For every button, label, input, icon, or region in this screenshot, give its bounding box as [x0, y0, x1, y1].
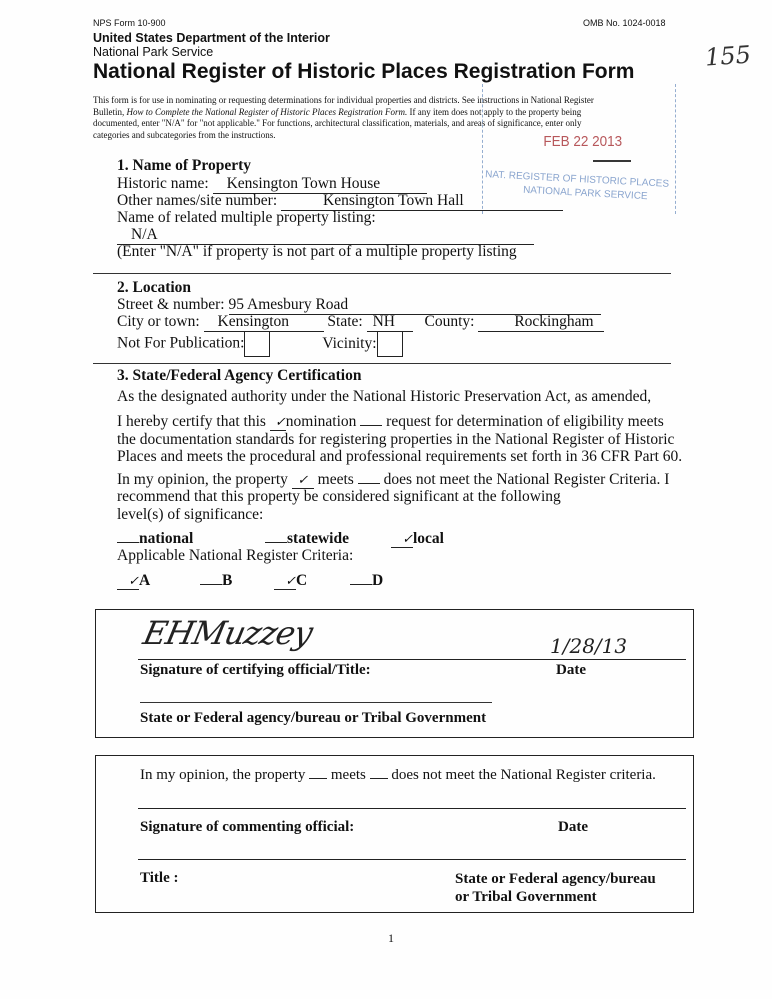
vicinity-checkbox[interactable]: [377, 331, 403, 357]
level-national-label: national: [139, 530, 194, 547]
criterion-a-check[interactable]: ✓: [117, 574, 139, 590]
request-check[interactable]: [360, 425, 382, 426]
statewide-check[interactable]: [265, 542, 287, 543]
handwritten-number: 155: [704, 40, 752, 72]
comment-signature-label: Signature of commenting official:: [140, 819, 355, 835]
level-local-label: local: [413, 530, 444, 547]
local-check[interactable]: ✓: [391, 532, 413, 548]
related-listing-field[interactable]: N/A: [117, 226, 534, 245]
instructions-line: documented, enter "N/A" for "not applicable." For functions, architectural classification, materials, and areas of significance, enter only: [93, 118, 582, 128]
opinion-text-c: does not meet the National Register Criteria. I: [383, 471, 670, 488]
criterion-c[interactable]: [274, 572, 307, 590]
page-number: 1: [388, 931, 394, 945]
criterion-a[interactable]: [117, 572, 150, 590]
criterion-a-label: A: [139, 572, 151, 589]
comment-meets-check[interactable]: [309, 778, 327, 779]
comment-agency-label: [455, 870, 656, 906]
level-statewide[interactable]: [265, 530, 349, 548]
stamp-date: FEB 22 2013: [543, 133, 623, 150]
national-check[interactable]: [117, 542, 139, 543]
criteria-label: Applicable National Register Criteria:: [117, 547, 354, 564]
comment-title-label: Title :: [140, 870, 179, 886]
comment-does-not-meet-check[interactable]: [370, 778, 388, 779]
criterion-d-label: D: [372, 572, 384, 589]
certify-line-3: Places and meets the procedural and professional requirements set forth in 36 CFR Part 60.: [117, 448, 683, 465]
meets-check[interactable]: ✓: [292, 473, 314, 489]
section-2-heading: 2. Location: [117, 279, 192, 296]
stamp-underline: [593, 160, 631, 162]
city-label: City or town:: [117, 313, 200, 330]
criterion-c-label: C: [296, 572, 308, 589]
street-label: Street & number:: [117, 296, 225, 313]
criterion-d-check[interactable]: [350, 584, 372, 585]
related-listing-note: (Enter "N/A" if property is not part of a multiple property listing: [117, 243, 517, 260]
opinion-row: [117, 471, 669, 489]
date-label: Date: [556, 662, 586, 678]
related-listing-label: Name of related multiple property listing:: [117, 209, 376, 226]
city-row: [117, 313, 604, 332]
certify-text-b: nomination: [285, 413, 357, 430]
instructions-text-a: Bulletin,: [93, 106, 127, 117]
comment-opinion-text-c: does not meet the National Register criteria.: [391, 767, 656, 783]
level-national[interactable]: [117, 530, 193, 548]
instructions-text-b: If any item does not apply to the property being: [407, 106, 582, 117]
instructions-line: This form is for use in nominating or requesting determinations for individual properties and districts. See instructions in National Register: [93, 95, 594, 105]
department-name: United States Department of the Interior: [93, 31, 330, 45]
criterion-b-check[interactable]: [200, 584, 222, 585]
form-number: NPS Form 10-900: [93, 18, 166, 28]
does-not-meet-check[interactable]: [358, 483, 380, 484]
street-field[interactable]: 95 Amesbury Road: [229, 296, 601, 315]
publication-row: [117, 331, 403, 357]
comment-signature-line: [138, 808, 686, 809]
opinion-text-b: meets: [317, 471, 354, 488]
section-divider: [93, 273, 671, 274]
page-title: National Register of Historic Places Registration Form: [93, 60, 635, 83]
commenting-official-box: [95, 755, 694, 913]
signature-label: Signature of certifying official/Title:: [140, 662, 371, 678]
section-1-heading: 1. Name of Property: [117, 157, 252, 174]
historic-name-label: Historic name:: [117, 175, 209, 192]
instructions-bulletin-title: How to Complete the National Register of Historic Places Registration Form.: [126, 106, 408, 117]
opinion-line-2: recommend that this property be considered significant at the following: [117, 488, 561, 505]
historic-name-field[interactable]: Kensington Town House: [213, 175, 427, 194]
service-name: National Park Service: [93, 45, 214, 59]
criterion-b-label: B: [222, 572, 233, 589]
section-3-heading: 3. State/Federal Agency Certification: [117, 367, 362, 384]
vicinity-label: Vicinity:: [322, 334, 377, 352]
city-field[interactable]: Kensington: [204, 313, 324, 332]
criterion-d[interactable]: [350, 572, 383, 590]
certify-text-c: request for determination of eligibility meets: [386, 413, 664, 430]
state-field[interactable]: NH: [367, 313, 413, 332]
level-local[interactable]: [391, 530, 444, 548]
nomination-check[interactable]: ✓: [270, 415, 286, 431]
level-statewide-label: statewide: [287, 530, 349, 547]
agency-line: [140, 702, 492, 703]
comment-opinion-text-b: meets: [330, 767, 366, 783]
signature-line: [138, 659, 686, 660]
certify-text-a: I hereby certify that this: [117, 413, 266, 430]
opinion-line-3: level(s) of significance:: [117, 506, 264, 523]
comment-title-line: [138, 859, 686, 860]
stamp-text: NATIONAL PARK SERVICE: [522, 184, 648, 203]
not-for-publication-checkbox[interactable]: [244, 331, 270, 357]
opinion-text-a: In my opinion, the property: [117, 471, 288, 488]
authority-text: As the designated authority under the National Historic Preservation Act, as amended,: [117, 388, 652, 405]
state-label: State:: [327, 313, 363, 330]
not-for-publication-label: Not For Publication:: [117, 334, 245, 352]
comment-date-label: Date: [558, 819, 588, 835]
stamp-text: NAT. REGISTER OF HISTORIC PLACES: [484, 169, 670, 190]
certifying-date-value: 1/28/13: [550, 634, 628, 658]
comment-agency-line-2: or Tribal Government: [455, 889, 597, 905]
other-names-label: Other names/site number:: [117, 192, 278, 209]
instructions-line: categories and subcategories from the instructions.: [93, 129, 276, 140]
section-divider: [93, 363, 671, 364]
comment-agency-line-1: State or Federal agency/bureau: [455, 871, 656, 887]
county-field[interactable]: Rockingham: [478, 313, 604, 332]
certifying-official-box: [95, 609, 694, 738]
criterion-c-check[interactable]: ✓: [274, 574, 296, 590]
criterion-b[interactable]: [200, 572, 232, 590]
omb-number: OMB No. 1024-0018: [583, 18, 666, 28]
certify-row: [117, 413, 664, 431]
county-label: County:: [424, 313, 475, 330]
certify-line-2: the documentation standards for registering properties in the National Register of Historic: [117, 431, 675, 448]
comment-opinion-row: [140, 767, 656, 784]
other-names-field[interactable]: Kensington Town Hall: [281, 192, 563, 211]
agency-label: State or Federal agency/bureau or Tribal Government: [140, 710, 487, 726]
certifying-signature: EHMuzzey: [139, 614, 316, 652]
comment-opinion-text-a: In my opinion, the property: [140, 767, 306, 783]
